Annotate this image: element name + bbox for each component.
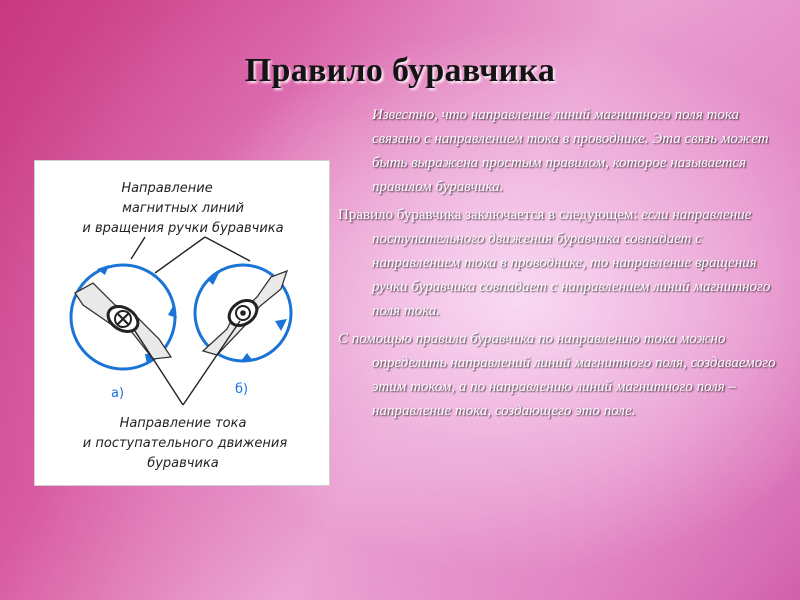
rule-lead: Правило буравчика заключается в следующем: (338, 207, 638, 223)
arrow-icon (275, 319, 287, 331)
bottom-label-line-1: Направление тока (119, 416, 247, 431)
label-a: а) (111, 386, 125, 401)
bottom-label-line-2: и поступательного движения (82, 436, 288, 451)
explanation-text (338, 103, 788, 427)
arrow-icon (97, 265, 109, 275)
top-label-line-2: магнитных линий (122, 201, 244, 216)
top-leader-middle (155, 237, 205, 273)
circle-b-group (195, 265, 291, 361)
label-b: б) (235, 382, 249, 397)
top-leader-right (205, 237, 250, 261)
gimlet-rule-figure (34, 160, 330, 486)
circle-a-group (71, 265, 177, 369)
top-leader-left (133, 237, 145, 256)
rule-body: если направление поступательного движения буравчика совпадает с направлением тока в проводнике, то направление вращения ручки буравчика совпадает с направлением линий магнитного поля тока. (372, 207, 771, 319)
gimlet-diagram (35, 161, 331, 487)
intro-paragraph: Известно, что направление линий магнитного поля тока связано с направлением тока в проводнике. Эта связь может быть выражена простым правилом, которое называется правилом буравчика. (372, 107, 769, 195)
bottom-leader-right (183, 321, 240, 405)
bottom-label-line-3: буравчика (147, 456, 219, 471)
top-label-line-3: и вращения ручки буравчика (82, 221, 284, 236)
top-label-line-1: Направление (121, 181, 213, 196)
arrow-icon (241, 353, 253, 361)
usage-paragraph: С помощью правила буравчика по направлению тока можно определить направлений линий магнитного поля, создаваемого этим током, а по направлению линий магнитного поля – направление тока, создающего это поле. (338, 331, 776, 419)
rule-paragraph (338, 203, 788, 323)
slide-title: Правило буравчика (244, 52, 556, 89)
